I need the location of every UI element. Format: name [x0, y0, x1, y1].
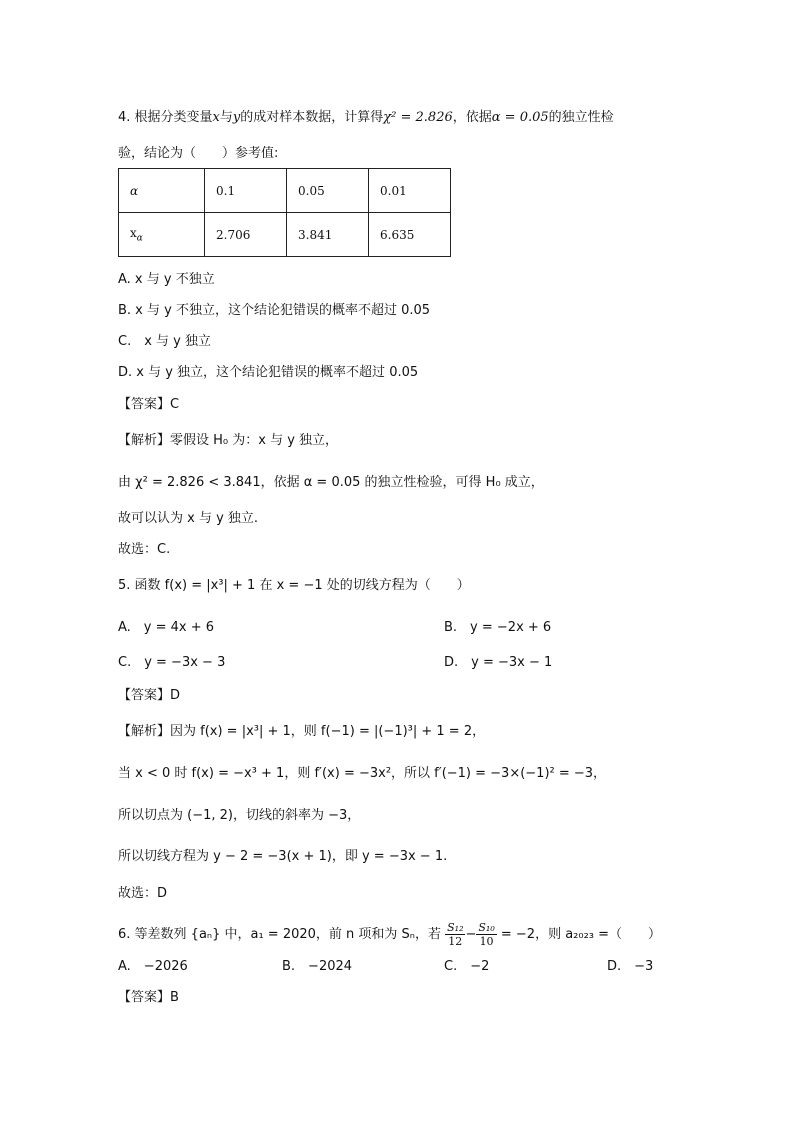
reference-table — [118, 168, 451, 257]
q5-option-a: A. y = 4x + 6 — [118, 620, 215, 635]
q4-stem-text: 4. 根据分类变量 — [118, 110, 213, 125]
table-cell — [119, 213, 205, 257]
table-cell: 2.706 — [205, 213, 287, 257]
q4-option-c: C. x 与 y 独立 — [118, 334, 211, 349]
q4-analysis-1: 【解析】零假设 H₀ 为：x 与 y 独立， — [118, 433, 339, 448]
q4-stem-text: ，依据 — [452, 110, 492, 125]
q5-stem: 5. 函数 f(x) = |x³| + 1 在 x = −1 处的切线方程为（ ） — [118, 578, 470, 593]
q6-frac-num: S₁₂ — [447, 921, 464, 934]
q5-option-d: D. y = −3x − 1 — [444, 655, 553, 670]
q5-option-b: B. y = −2x + 6 — [444, 620, 552, 635]
q6-fraction — [476, 921, 496, 948]
q5-analysis-5: 故选：D — [118, 886, 168, 901]
q4-option-b: B. x 与 y 不独立，这个结论犯错误的概率不超过 0.05 — [118, 303, 431, 318]
table-cell: 0.01 — [369, 169, 451, 213]
q4-chi-square: χ² = 2.826 — [383, 110, 453, 125]
q4-stem-text: 的成对样本数据，计算得 — [240, 110, 384, 125]
q6-option-b: B. −2024 — [282, 959, 353, 974]
q6-frac-num: S₁₀ — [478, 921, 495, 934]
q4-var-y: y — [232, 110, 241, 125]
table-cell: α — [119, 169, 205, 213]
q5-analysis-1: 【解析】因为 f(x) = |x³| + 1，则 f(−1) = |(−1)³| + 1 = 2， — [118, 724, 486, 739]
table-row — [119, 169, 451, 213]
q5-analysis-4: 所以切线方程为 y − 2 = −3(x + 1)，即 y = −3x − 1. — [118, 849, 448, 864]
q6-frac-den: 10 — [479, 935, 494, 948]
table-cell: 0.05 — [287, 169, 369, 213]
q6-minus: − — [465, 927, 477, 942]
table-cell: 6.635 — [369, 213, 451, 257]
q4-alpha: α = 0.05 — [491, 110, 549, 125]
q6-stem-text: 6. 等差数列 {aₙ} 中，a₁ = 2020，前 n 项和为 Sₙ，若 — [118, 927, 441, 942]
q6-answer: 【答案】B — [118, 990, 179, 1005]
table-cell: 3.841 — [287, 213, 369, 257]
q4-stem-text: 与 — [219, 110, 233, 125]
q4-stem-line2: 验，结论为（ ）参考值: — [118, 146, 279, 161]
q4-option-a: A. x 与 y 不独立 — [118, 272, 215, 287]
q6-frac-den: 12 — [448, 935, 463, 948]
q4-var-x: x — [212, 110, 220, 125]
q5-analysis-2: 当 x < 0 时 f(x) = −x³ + 1，则 f′(x) = −3x²，所以 f′(−1) = −3×(−1)² = −3， — [118, 766, 607, 781]
table-cell-sub: α — [136, 233, 143, 244]
q6-option-a: A. −2026 — [118, 959, 188, 974]
q6-stem — [118, 918, 661, 952]
q4-stem-line1 — [118, 108, 614, 128]
q4-answer: 【答案】C — [118, 397, 180, 412]
table-row — [119, 213, 451, 257]
q5-option-c: C. y = −3x − 3 — [118, 655, 226, 670]
q5-answer: 【答案】D — [118, 688, 181, 703]
q5-analysis-3: 所以切点为 (−1, 2)，切线的斜率为 −3， — [118, 808, 361, 823]
table-cell-x: x — [130, 225, 137, 240]
q4-analysis-2: 由 χ² = 2.826 < 3.841，依据 α = 0.05 的独立性检验，可得 H₀ 成立， — [118, 475, 544, 490]
q4-analysis-3: 故可以认为 x 与 y 独立. — [118, 511, 259, 526]
q4-stem-text: 的独立性检 — [548, 110, 614, 125]
table-cell: 0.1 — [205, 169, 287, 213]
q6-option-c: C. −2 — [444, 959, 490, 974]
q6-fraction — [445, 921, 465, 948]
q6-option-d: D. −3 — [607, 959, 654, 974]
q6-stem-text: = −2，则 a₂₀₂₃ =（ ） — [500, 927, 662, 942]
q4-analysis-4: 故选：C. — [118, 542, 171, 557]
q4-option-d: D. x 与 y 独立，这个结论犯错误的概率不超过 0.05 — [118, 365, 419, 380]
